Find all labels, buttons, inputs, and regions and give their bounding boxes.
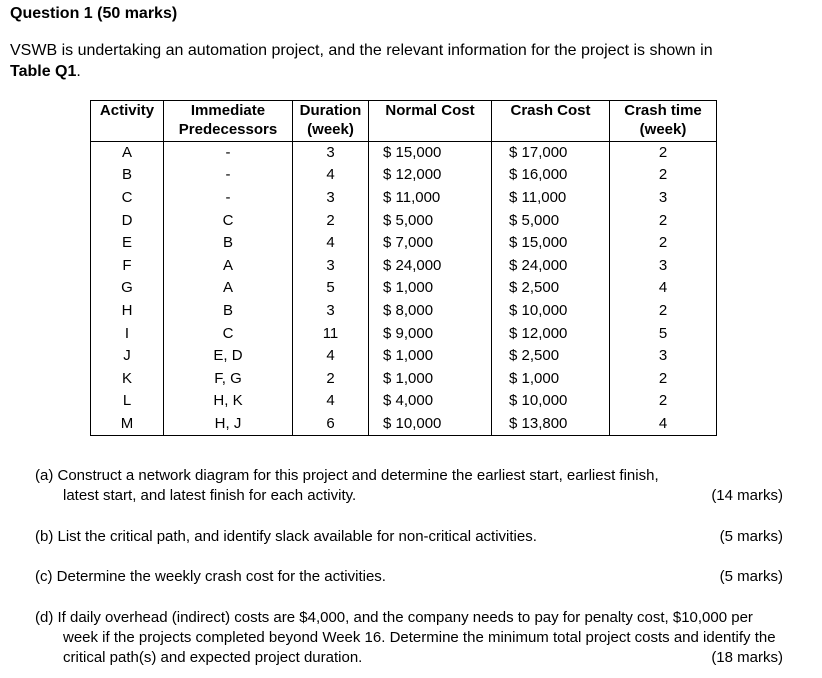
cell-crash-time: 3: [610, 254, 717, 277]
header-activity: Activity: [91, 101, 164, 142]
cell-duration: 11: [293, 322, 369, 345]
cell-activity: D: [91, 209, 164, 232]
cell-predecessors: F, G: [164, 367, 293, 390]
cell-crash-time: 2: [610, 300, 717, 323]
table-reference: Table Q1: [10, 63, 77, 80]
cell-crash-time: 4: [610, 277, 717, 300]
cell-crash-cost: $ 12,000: [492, 322, 610, 345]
cell-crash-time: 2: [610, 209, 717, 232]
cell-normal-cost: $ 24,000: [369, 254, 492, 277]
cell-predecessors: B: [164, 232, 293, 255]
cell-duration: 2: [293, 209, 369, 232]
cell-crash-cost: $ 1,000: [492, 367, 610, 390]
cell-normal-cost: $ 5,000: [369, 209, 492, 232]
cell-duration: 2: [293, 367, 369, 390]
cell-activity: B: [91, 164, 164, 187]
header-normal-cost: Normal Cost: [369, 101, 492, 142]
cell-duration: 4: [293, 164, 369, 187]
cell-normal-cost: $ 1,000: [369, 345, 492, 368]
cell-crash-cost: $ 16,000: [492, 164, 610, 187]
cell-duration: 3: [293, 300, 369, 323]
cell-activity: H: [91, 300, 164, 323]
intro-paragraph: [10, 40, 800, 82]
question-d-marks: (18 marks): [711, 649, 783, 666]
cell-normal-cost: $ 1,000: [369, 277, 492, 300]
cell-duration: 3: [293, 254, 369, 277]
cell-crash-time: 3: [610, 187, 717, 210]
cell-duration: 5: [293, 277, 369, 300]
cell-predecessors: -: [164, 187, 293, 210]
cell-predecessors: A: [164, 254, 293, 277]
header-crash-cost: Crash Cost: [492, 101, 610, 142]
cell-activity: I: [91, 322, 164, 345]
header-duration: Duration (week): [293, 101, 369, 142]
cell-crash-cost: $ 15,000: [492, 232, 610, 255]
cell-crash-cost: $ 24,000: [492, 254, 610, 277]
table-row: [91, 142, 717, 165]
cell-normal-cost: $ 1,000: [369, 367, 492, 390]
table-row: [91, 232, 717, 255]
header-crash-time: Crash time (week): [610, 101, 717, 142]
cell-predecessors: C: [164, 209, 293, 232]
cell-activity: M: [91, 413, 164, 436]
table-row: [91, 390, 717, 413]
table-row: [91, 345, 717, 368]
question-b-text: (b) List the critical path, and identify slack available for non-critical activities.: [35, 528, 537, 545]
cell-predecessors: E, D: [164, 345, 293, 368]
cell-crash-time: 2: [610, 142, 717, 165]
question-c: [35, 567, 783, 587]
question-heading: Question 1 (50 marks): [10, 5, 178, 22]
question-a: [35, 466, 783, 506]
table-row: [91, 322, 717, 345]
cell-duration: 6: [293, 413, 369, 436]
cell-crash-time: 2: [610, 390, 717, 413]
header-predecessors: Immediate Predecessors: [164, 101, 293, 142]
cell-predecessors: -: [164, 142, 293, 165]
cell-crash-time: 3: [610, 345, 717, 368]
question-a-text: (a) Construct a network diagram for this project and determine the earliest start, earliest finish, latest start, and latest finish for each activity.: [35, 467, 659, 504]
cell-crash-cost: $ 10,000: [492, 390, 610, 413]
cell-activity: J: [91, 345, 164, 368]
cell-duration: 4: [293, 345, 369, 368]
cell-predecessors: A: [164, 277, 293, 300]
table-row: [91, 187, 717, 210]
table-row: [91, 164, 717, 187]
question-d-text: (d) If daily overhead (indirect) costs are $4,000, and the company needs to pay for penalty cost, $10,000 per week if the projects completed beyond Week 16. Determine the minimum total project costs and identify the critical path(s) and expected project duration.: [35, 609, 776, 666]
cell-activity: A: [91, 142, 164, 165]
cell-predecessors: H, J: [164, 413, 293, 436]
cell-crash-cost: $ 11,000: [492, 187, 610, 210]
cell-normal-cost: $ 12,000: [369, 164, 492, 187]
question-b: [35, 527, 783, 547]
cell-crash-cost: $ 17,000: [492, 142, 610, 165]
cell-predecessors: -: [164, 164, 293, 187]
cell-normal-cost: $ 10,000: [369, 413, 492, 436]
table-row: [91, 413, 717, 436]
cell-crash-cost: $ 10,000: [492, 300, 610, 323]
table-header-row: [91, 101, 717, 142]
cell-crash-cost: $ 2,500: [492, 277, 610, 300]
question-c-text: (c) Determine the weekly crash cost for the activities.: [35, 568, 386, 585]
cell-normal-cost: $ 11,000: [369, 187, 492, 210]
cell-normal-cost: $ 8,000: [369, 300, 492, 323]
cell-normal-cost: $ 4,000: [369, 390, 492, 413]
table-row: [91, 209, 717, 232]
cell-activity: C: [91, 187, 164, 210]
table-row: [91, 254, 717, 277]
cell-crash-time: 4: [610, 413, 717, 436]
cell-crash-cost: $ 5,000: [492, 209, 610, 232]
question-c-marks: (5 marks): [719, 568, 783, 585]
intro-end: .: [76, 63, 81, 80]
cell-crash-time: 5: [610, 322, 717, 345]
intro-text: VSWB is undertaking an automation project, and the relevant information for the project is shown in: [10, 42, 713, 59]
cell-crash-time: 2: [610, 232, 717, 255]
cell-predecessors: C: [164, 322, 293, 345]
cell-crash-time: 2: [610, 164, 717, 187]
cell-activity: L: [91, 390, 164, 413]
cell-predecessors: H, K: [164, 390, 293, 413]
table-row: [91, 300, 717, 323]
cell-duration: 3: [293, 142, 369, 165]
cell-predecessors: B: [164, 300, 293, 323]
question-b-marks: (5 marks): [719, 528, 783, 545]
cell-duration: 4: [293, 390, 369, 413]
cell-normal-cost: $ 9,000: [369, 322, 492, 345]
cell-normal-cost: $ 15,000: [369, 142, 492, 165]
cell-crash-time: 2: [610, 367, 717, 390]
cell-duration: 3: [293, 187, 369, 210]
cell-crash-cost: $ 13,800: [492, 413, 610, 436]
cell-activity: K: [91, 367, 164, 390]
cell-crash-cost: $ 2,500: [492, 345, 610, 368]
cell-activity: E: [91, 232, 164, 255]
cell-activity: F: [91, 254, 164, 277]
table-row: [91, 277, 717, 300]
question-d: [35, 608, 783, 668]
table-q1: [90, 100, 717, 436]
cell-duration: 4: [293, 232, 369, 255]
question-a-marks: (14 marks): [711, 487, 783, 504]
cell-normal-cost: $ 7,000: [369, 232, 492, 255]
cell-activity: G: [91, 277, 164, 300]
table-row: [91, 367, 717, 390]
